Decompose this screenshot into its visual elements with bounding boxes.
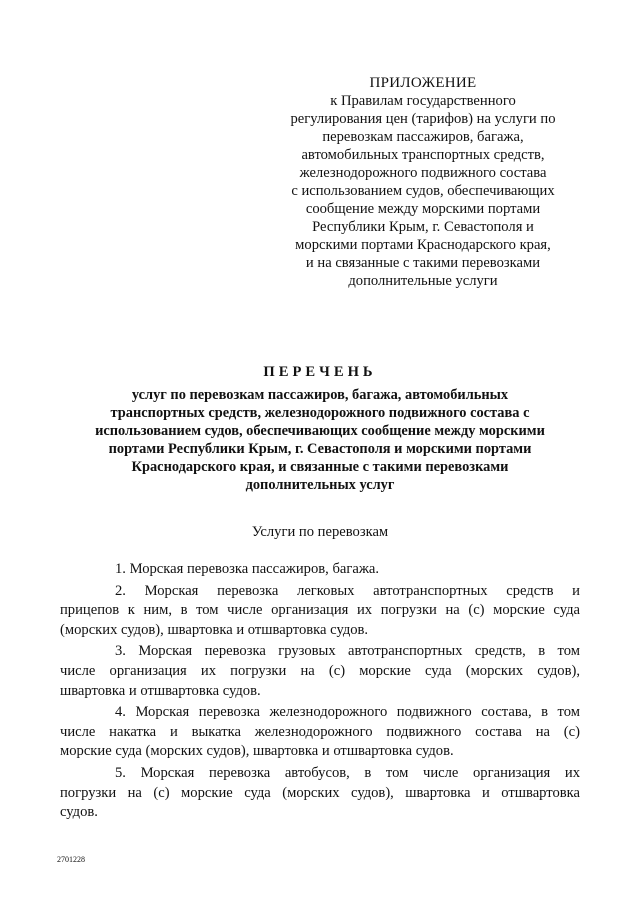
document-code: 2701228 [57, 855, 85, 864]
subheading-line: использованием судов, обеспечивающих сообщение между морскими [95, 423, 545, 439]
item-line: (морских судов), швартовка и отшвартовка судов. [60, 621, 369, 638]
appendix-line: железнодорожного подвижного состава [299, 165, 547, 181]
appendix-line: Республики Крым, г. Севастополя и [312, 219, 534, 235]
appendix-line: регулирования цен (тарифов) на услуги по [290, 111, 556, 127]
subheading-line: транспортных средств, железнодорожного подвижного состава с [110, 405, 530, 421]
item-line: морские суда (морских судов), швартовка и отшвартовка судов. [60, 743, 454, 760]
subheading-line: дополнительных услуг [245, 477, 395, 493]
list-item [60, 764, 580, 823]
list-item [60, 582, 580, 641]
list-item [60, 642, 580, 701]
item-line: прицепов к ним, в том числе организация их погрузки на (с) морские суда [60, 602, 580, 619]
appendix-line: перевозкам пассажиров, багажа, [322, 129, 524, 145]
item-line: 4. Морская перевозка железнодорожного подвижного состава, в том [115, 704, 580, 721]
services-list [60, 560, 580, 825]
list-item [60, 703, 580, 762]
item-line: числе накатка и выкатка железнодорожного подвижного состава на (с) [60, 723, 580, 740]
list-item [60, 560, 580, 580]
appendix-line: автомобильных транспортных средств, [301, 147, 545, 163]
appendix-line: с использованием судов, обеспечивающих [291, 183, 555, 199]
subheading-line: Краснодарского края, и связанные с такими перевозками [131, 459, 509, 475]
item-line: 2. Морская перевозка легковых автотранспортных средств и [115, 582, 580, 599]
list-heading: ПЕРЕЧЕНЬ [263, 364, 377, 380]
subheading-line: портами Республики Крым, г. Севастополя и морскими портами [108, 441, 532, 457]
subheading-line: услуг по перевозкам пассажиров, багажа, автомобильных [131, 387, 509, 403]
item-line: 1. Морская перевозка пассажиров, багажа. [115, 561, 380, 577]
section-title: Услуги по перевозкам [251, 524, 389, 540]
item-line: 5. Морская перевозка автобусов, в том числе организация их [115, 764, 580, 781]
item-line: числе организация их погрузки на (с) морские суда (морских судов), [60, 662, 580, 679]
appendix-line: к Правилам государственного [330, 93, 516, 109]
appendix-block [268, 74, 578, 290]
appendix-line: сообщение между морскими портами [305, 201, 541, 217]
appendix-line: дополнительные услуги [348, 273, 498, 289]
item-line: 3. Морская перевозка грузовых автотранспортных средств, в том [115, 643, 580, 660]
item-line: судов. [60, 804, 98, 821]
appendix-line: морскими портами Краснодарского края, [295, 237, 551, 253]
item-line: швартовка и отшвартовка судов. [60, 682, 261, 699]
appendix-title: ПРИЛОЖЕНИЕ [369, 75, 477, 91]
item-line: погрузки на (с) морские суда (морских судов), швартовка и отшвартовка [60, 784, 580, 801]
appendix-line: и на связанные с такими перевозками [305, 255, 541, 271]
list-subheading [60, 386, 580, 494]
